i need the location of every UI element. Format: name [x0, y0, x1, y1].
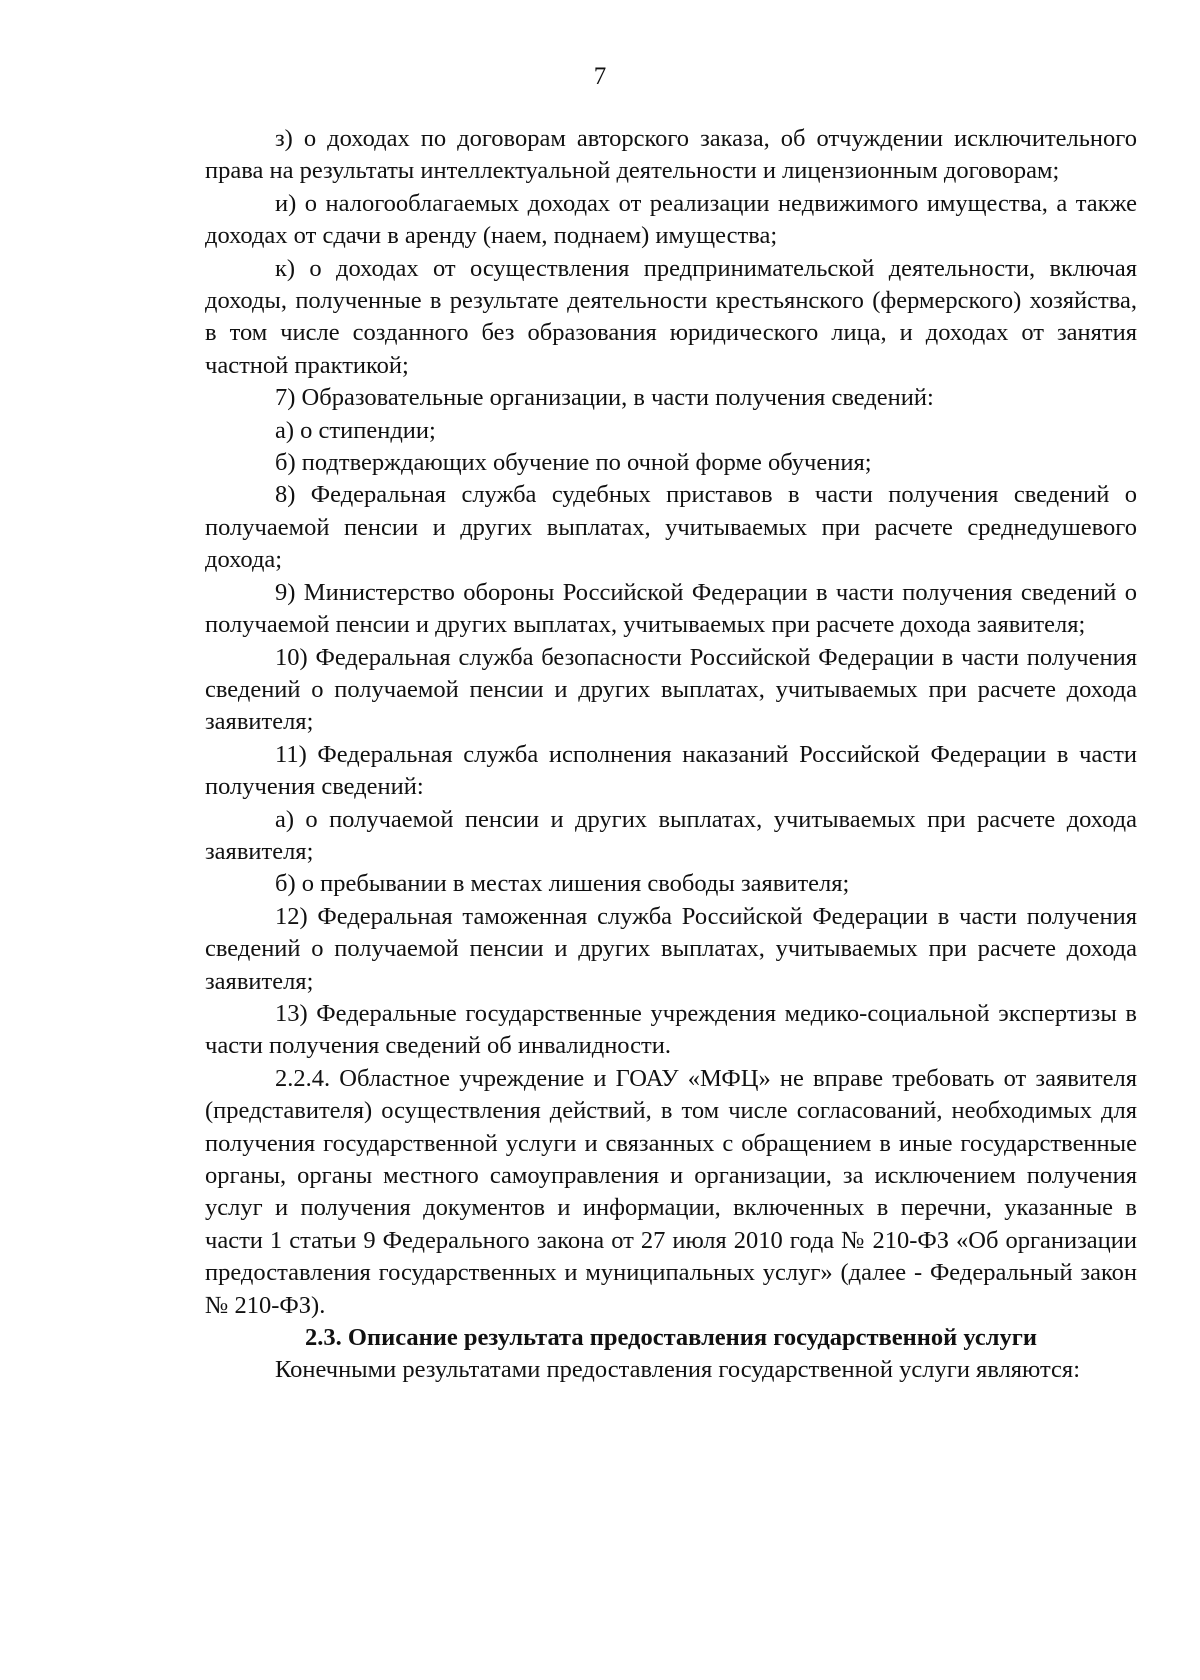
section-heading-2-3: 2.3. Описание результата предоставления государственной услуги	[305, 1324, 1037, 1352]
paragraph-11b-imprisonment: б) о пребывании в местах лишения свободы заявителя;	[275, 870, 850, 898]
paragraph-11a-pension: а) о получаемой пенсии и других выплатах, учитываемых при расчете дохода заявителя;	[205, 805, 1137, 865]
paragraph-z-author-contracts: з) о доходах по договорам авторского заказа, об отчуждении исключительного права на результаты интеллектуальной деятельности и лицензионным договорам;	[205, 125, 1137, 185]
paragraph-8-bailiffs: 8) Федеральная служба судебных приставов в части получения сведений о получаемой пенсии и других выплатах, учитываемых при расчете среднедушевого дохода;	[205, 481, 1137, 574]
paragraph-7a-stipend: а) о стипендии;	[275, 416, 436, 444]
page-number: 7	[593, 63, 607, 90]
paragraph-7b-full-time-study: б) подтверждающих обучение по очной форме обучения;	[275, 449, 872, 477]
paragraph-10-security-service: 10) Федеральная служба безопасности Российской Федерации в части получения сведений о получаемой пенсии и других выплатах, учитываемых при расчете дохода заявителя;	[205, 643, 1137, 736]
paragraph-13-medical-expertise: 13) Федеральные государственные учреждения медико-социальной экспертизы в части получения сведений об инвалидности.	[205, 999, 1137, 1060]
paragraph-9-defense-ministry: 9) Министерство обороны Российской Федерации в части получения сведений о получаемой пенсии и других выплатах, учитываемых при расчете дохода заявителя;	[205, 578, 1137, 639]
paragraph-2-2-4-requirements: 2.2.4. Областное учреждение и ГОАУ «МФЦ» не вправе требовать от заявителя (представителя) осуществления действий, в том числе согласований, необходимых для получения государственной услуги и связанных с обращением в иные государственные органы, органы местного самоуправления и организации, за исключением получения услуг и получения документов и информации, включенных в перечни, указанные в части 1 статьи 9 Федерального закона от 27 июля 2010 года № 210-ФЗ «Об организации предоставления государственных и муниципальных услуг» (далее - Федеральный закон № 210-ФЗ).	[205, 1064, 1137, 1319]
paragraph-final-results: Конечными результатами предоставления государственной услуги являются:	[275, 1356, 1080, 1384]
paragraph-11-penitentiary: 11) Федеральная служба исполнения наказаний Российской Федерации в части получения сведений:	[205, 740, 1137, 801]
paragraph-7-education: 7) Образовательные организации, в части получения сведений:	[275, 384, 934, 412]
paragraph-i-real-estate: и) о налогооблагаемых доходах от реализации недвижимого имущества, а также доходах от сдачи в аренду (наем, поднаем) имущества;	[205, 189, 1137, 250]
paragraph-12-customs: 12) Федеральная таможенная служба Российской Федерации в части получения сведений о получаемой пенсии и других выплатах, учитываемых при расчете дохода заявителя;	[205, 902, 1137, 995]
document-body	[205, 123, 1137, 1387]
paragraph-k-business-income: к) о доходах от осуществления предпринимательской деятельности, включая доходы, полученные в результате деятельности крестьянского (фермерского) хозяйства, в том числе созданного без образования юридического лица, и доходах от занятия частной практикой;	[205, 254, 1137, 379]
